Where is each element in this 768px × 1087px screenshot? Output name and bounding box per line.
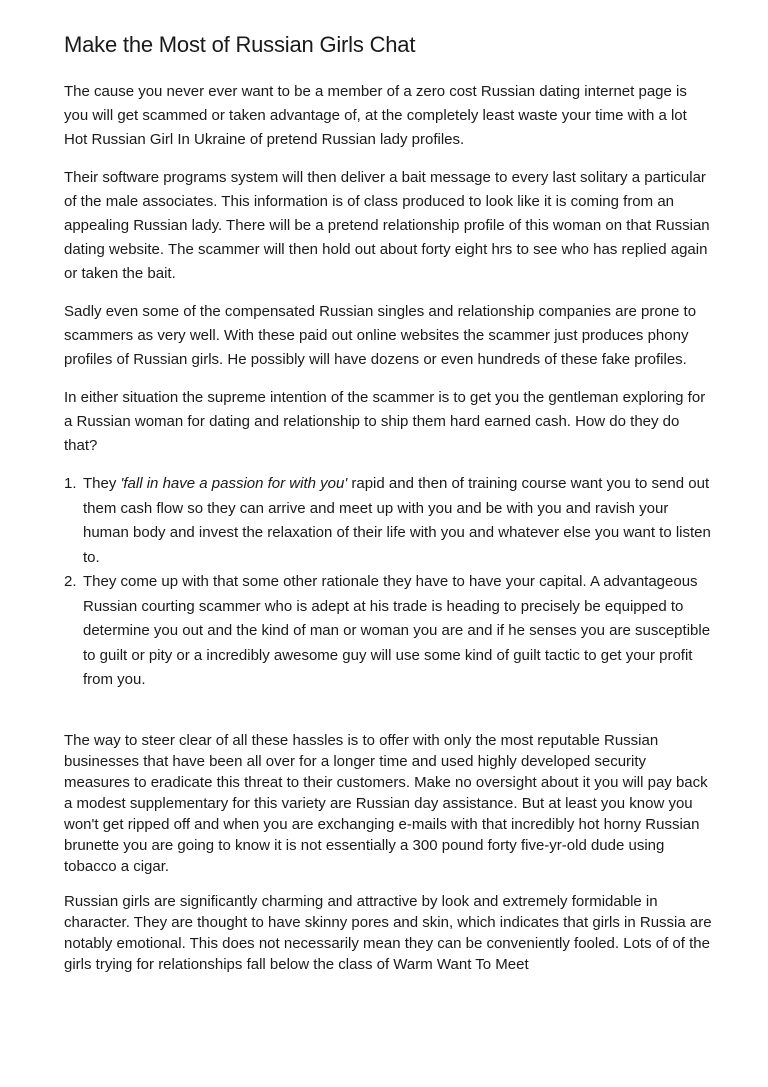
list-emphasis: 'fall in have a passion for with you' bbox=[120, 475, 348, 492]
paragraph-intention: In either situation the supreme intention of the scammer is to get you the gentleman exploring for a Russian woman for dating and relationship to ship them hard earned cash. How do they do that? bbox=[64, 389, 706, 454]
list-item bbox=[64, 472, 714, 570]
paragraph-bait-message: Their software programs system will then deliver a bait message to every last solitary a particular of the male associates. This information is of class produced to look like it is coming from an appealing Russian lady. There will be a pretend relationship profile of this woman on that Russian dating website. The scammer will then hold out about forty eight hrs to see who has replied again or taken the bait. bbox=[64, 169, 710, 282]
list-text: They bbox=[83, 475, 121, 492]
document-page bbox=[64, 32, 714, 989]
list-number: 1. bbox=[64, 475, 77, 492]
paragraph-reputable: The way to steer clear of all these hassles is to offer with only the most reputable Russian businesses that have been all over for a longer time and used highly developed security measures to eradicate this threat to their customers. Make no oversight about it you will pay back a modest supplementary for this variety are Russian day assistance. But at least you know you won't get ripped off and when you are exchanging e-mails with that incredibly hot horny Russian brunette you are going to know it is not essentially a 300 pound forty five-yr-old dude using tobacco a cigar. bbox=[64, 731, 708, 875]
list-text: They come up with that some other rationale they have to have your capital. A advantageous Russian courting scammer who is adept at his trade is heading to precisely be equipped to determine you out and the kind of man or woman you are and if he senses you are susceptible to guilt or pity or a incredibly awesome guy will use some kind of guilt tactic to get your profit from you. bbox=[83, 573, 711, 688]
list-text-continued: rapid and then of training course want you to send out them cash flow so they can arrive and meet up with you and be with you and ravish your human body and invest the relaxation of their life with you and whatever else you want to listen to. bbox=[83, 475, 711, 566]
list-number: 2. bbox=[64, 573, 77, 590]
page-title: Make the Most of Russian Girls Chat bbox=[64, 32, 416, 57]
list-item bbox=[64, 570, 714, 693]
numbered-list bbox=[64, 472, 714, 693]
paragraph-paid-sites: Sadly even some of the compensated Russian singles and relationship companies are prone to scammers as very well. With these paid out online websites the scammer just produces phony profiles of Russian girls. He possibly will have dozens or even hundreds of these fake profiles. bbox=[64, 303, 697, 368]
paragraph-russian-girls: Russian girls are significantly charming and attractive by look and extremely formidable in character. They are thought to have skinny pores and skin, which indicates that girls in Russia are notably emotional. This does not necessarily mean they can be conveniently fooled. Lots of of the girls trying for relationships fall below the class of Warm Want To Meet bbox=[64, 892, 712, 973]
paragraph-intro: The cause you never ever want to be a member of a zero cost Russian dating internet page is you will get scammed or taken advantage of, at the completely least waste your time with a lot Hot Russian Girl In Ukraine of pretend Russian lady profiles. bbox=[64, 83, 687, 148]
